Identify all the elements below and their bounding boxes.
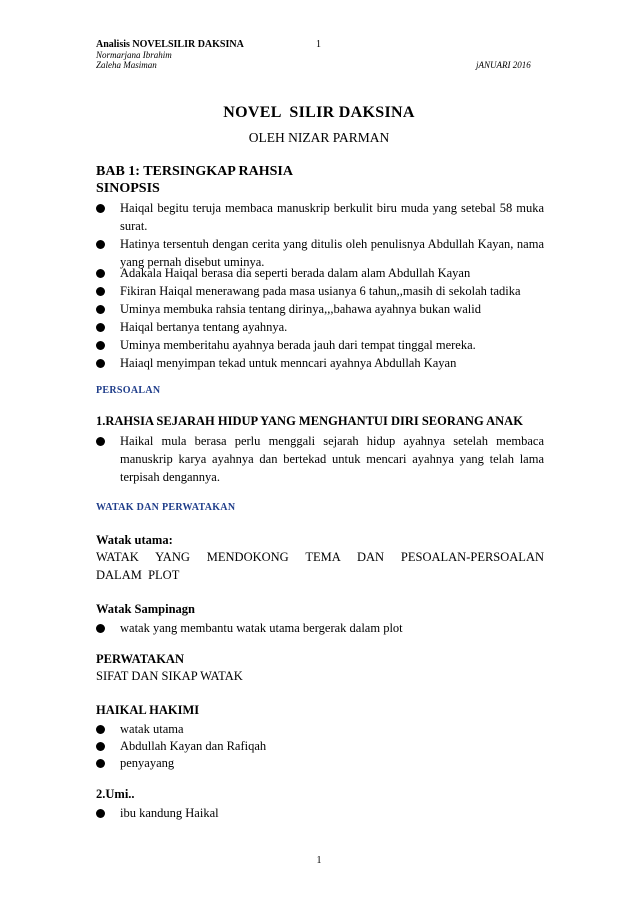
- list-item: Haiaql menyimpan tekad untuk menncari ayahnya Abdullah Kayan: [96, 354, 544, 372]
- header-author: Normarjana Ibrahim: [96, 50, 172, 60]
- bullet-icon: [96, 742, 105, 751]
- bullet-icon: [96, 305, 105, 314]
- watak-utama-line-2: DALAM PLOT: [96, 568, 180, 582]
- list-item: ibu kandung Haikal: [96, 804, 544, 822]
- bullet-icon: [96, 287, 105, 296]
- bullet-icon: [96, 323, 105, 332]
- list-item: penyayang: [96, 754, 544, 772]
- haikal-heading: HAIKAL HAKIMI: [96, 703, 200, 717]
- perwatakan-subtitle: SIFAT DAN SIKAP WATAK: [96, 669, 243, 683]
- bullet-icon: [96, 341, 105, 350]
- bullet-icon: [96, 269, 105, 278]
- list-item: Hatinya tersentuh dengan cerita yang ditulis oleh penulisnya Abdullah Kayan, nama yang pernah disebut uminya.: [96, 235, 544, 271]
- bullet-icon: [96, 725, 105, 734]
- list-item: watak yang membantu watak utama bergerak dalam plot: [96, 619, 544, 637]
- list-item: watak utama: [96, 720, 544, 738]
- bullet-icon: [96, 204, 105, 213]
- watak-sampingan-heading: Watak Sampinagn: [96, 602, 195, 616]
- list-item: Abdullah Kayan dan Rafiqah: [96, 737, 544, 755]
- watak-utama-line-1: WATAK YANG MENDOKONG TEMA DAN PESOALAN-PERSOALAN: [96, 550, 544, 564]
- synopsis-heading: SINOPSIS: [96, 181, 160, 196]
- bullet-icon: [96, 437, 105, 446]
- persoalan-heading: 1.RAHSIA SEJARAH HIDUP YANG MENGHANTUI DIRI SEORANG ANAK: [96, 414, 523, 428]
- bullet-icon: [96, 240, 105, 249]
- bullet-icon: [96, 809, 105, 818]
- list-item: Adakala Haiqal berasa dia seperti berada dalam alam Abdullah Kayan: [96, 264, 544, 282]
- chapter-heading: BAB 1: TERSINGKAP RAHSIA: [96, 164, 293, 179]
- bullet-icon: [96, 359, 105, 368]
- list-item: Fikiran Haiqal menerawang pada masa usianya 6 tahun,,masih di sekolah tadika: [96, 282, 544, 300]
- document-byline: OLEH NIZAR PARMAN: [248, 130, 390, 145]
- persoalan-label: PERSOALAN: [96, 385, 161, 396]
- list-item: Haikal mula berasa perlu menggali sejarah hidup ayahnya setelah membaca manuskrip karya ayahnya dan bertekad untuk mencari ayahnya yang telah lama terpisah dengannya.: [96, 432, 544, 486]
- watak-utama-heading: Watak utama:: [96, 533, 173, 547]
- bullet-icon: [96, 624, 105, 633]
- footer-page-number: 1: [316, 855, 322, 866]
- header-doc-title: Analisis NOVELSILIR DAKSINA: [96, 39, 244, 50]
- header-date: jANUARI 2016: [476, 60, 531, 70]
- header-page-number: 1: [316, 39, 321, 50]
- bullet-icon: [96, 759, 105, 768]
- list-item: Haiqal begitu teruja membaca manuskrip berkulit biru muda yang setebal 58 muka surat.: [96, 199, 544, 235]
- umi-heading: 2.Umi..: [96, 787, 135, 801]
- list-item: Uminya membuka rahsia tentang dirinya,,,bahawa ayahnya bukan walid: [96, 300, 544, 318]
- watak-label: WATAK DAN PERWATAKAN: [96, 502, 236, 513]
- perwatakan-heading: PERWATAKAN: [96, 652, 184, 666]
- header-author-2: Zaleha Masiman: [96, 60, 157, 70]
- list-item: Uminya memberitahu ayahnya berada jauh dari tempat tinggal mereka.: [96, 336, 544, 354]
- document-title: NOVEL SILIR DAKSINA: [223, 104, 415, 121]
- list-item: Haiqal bertanya tentang ayahnya.: [96, 318, 544, 336]
